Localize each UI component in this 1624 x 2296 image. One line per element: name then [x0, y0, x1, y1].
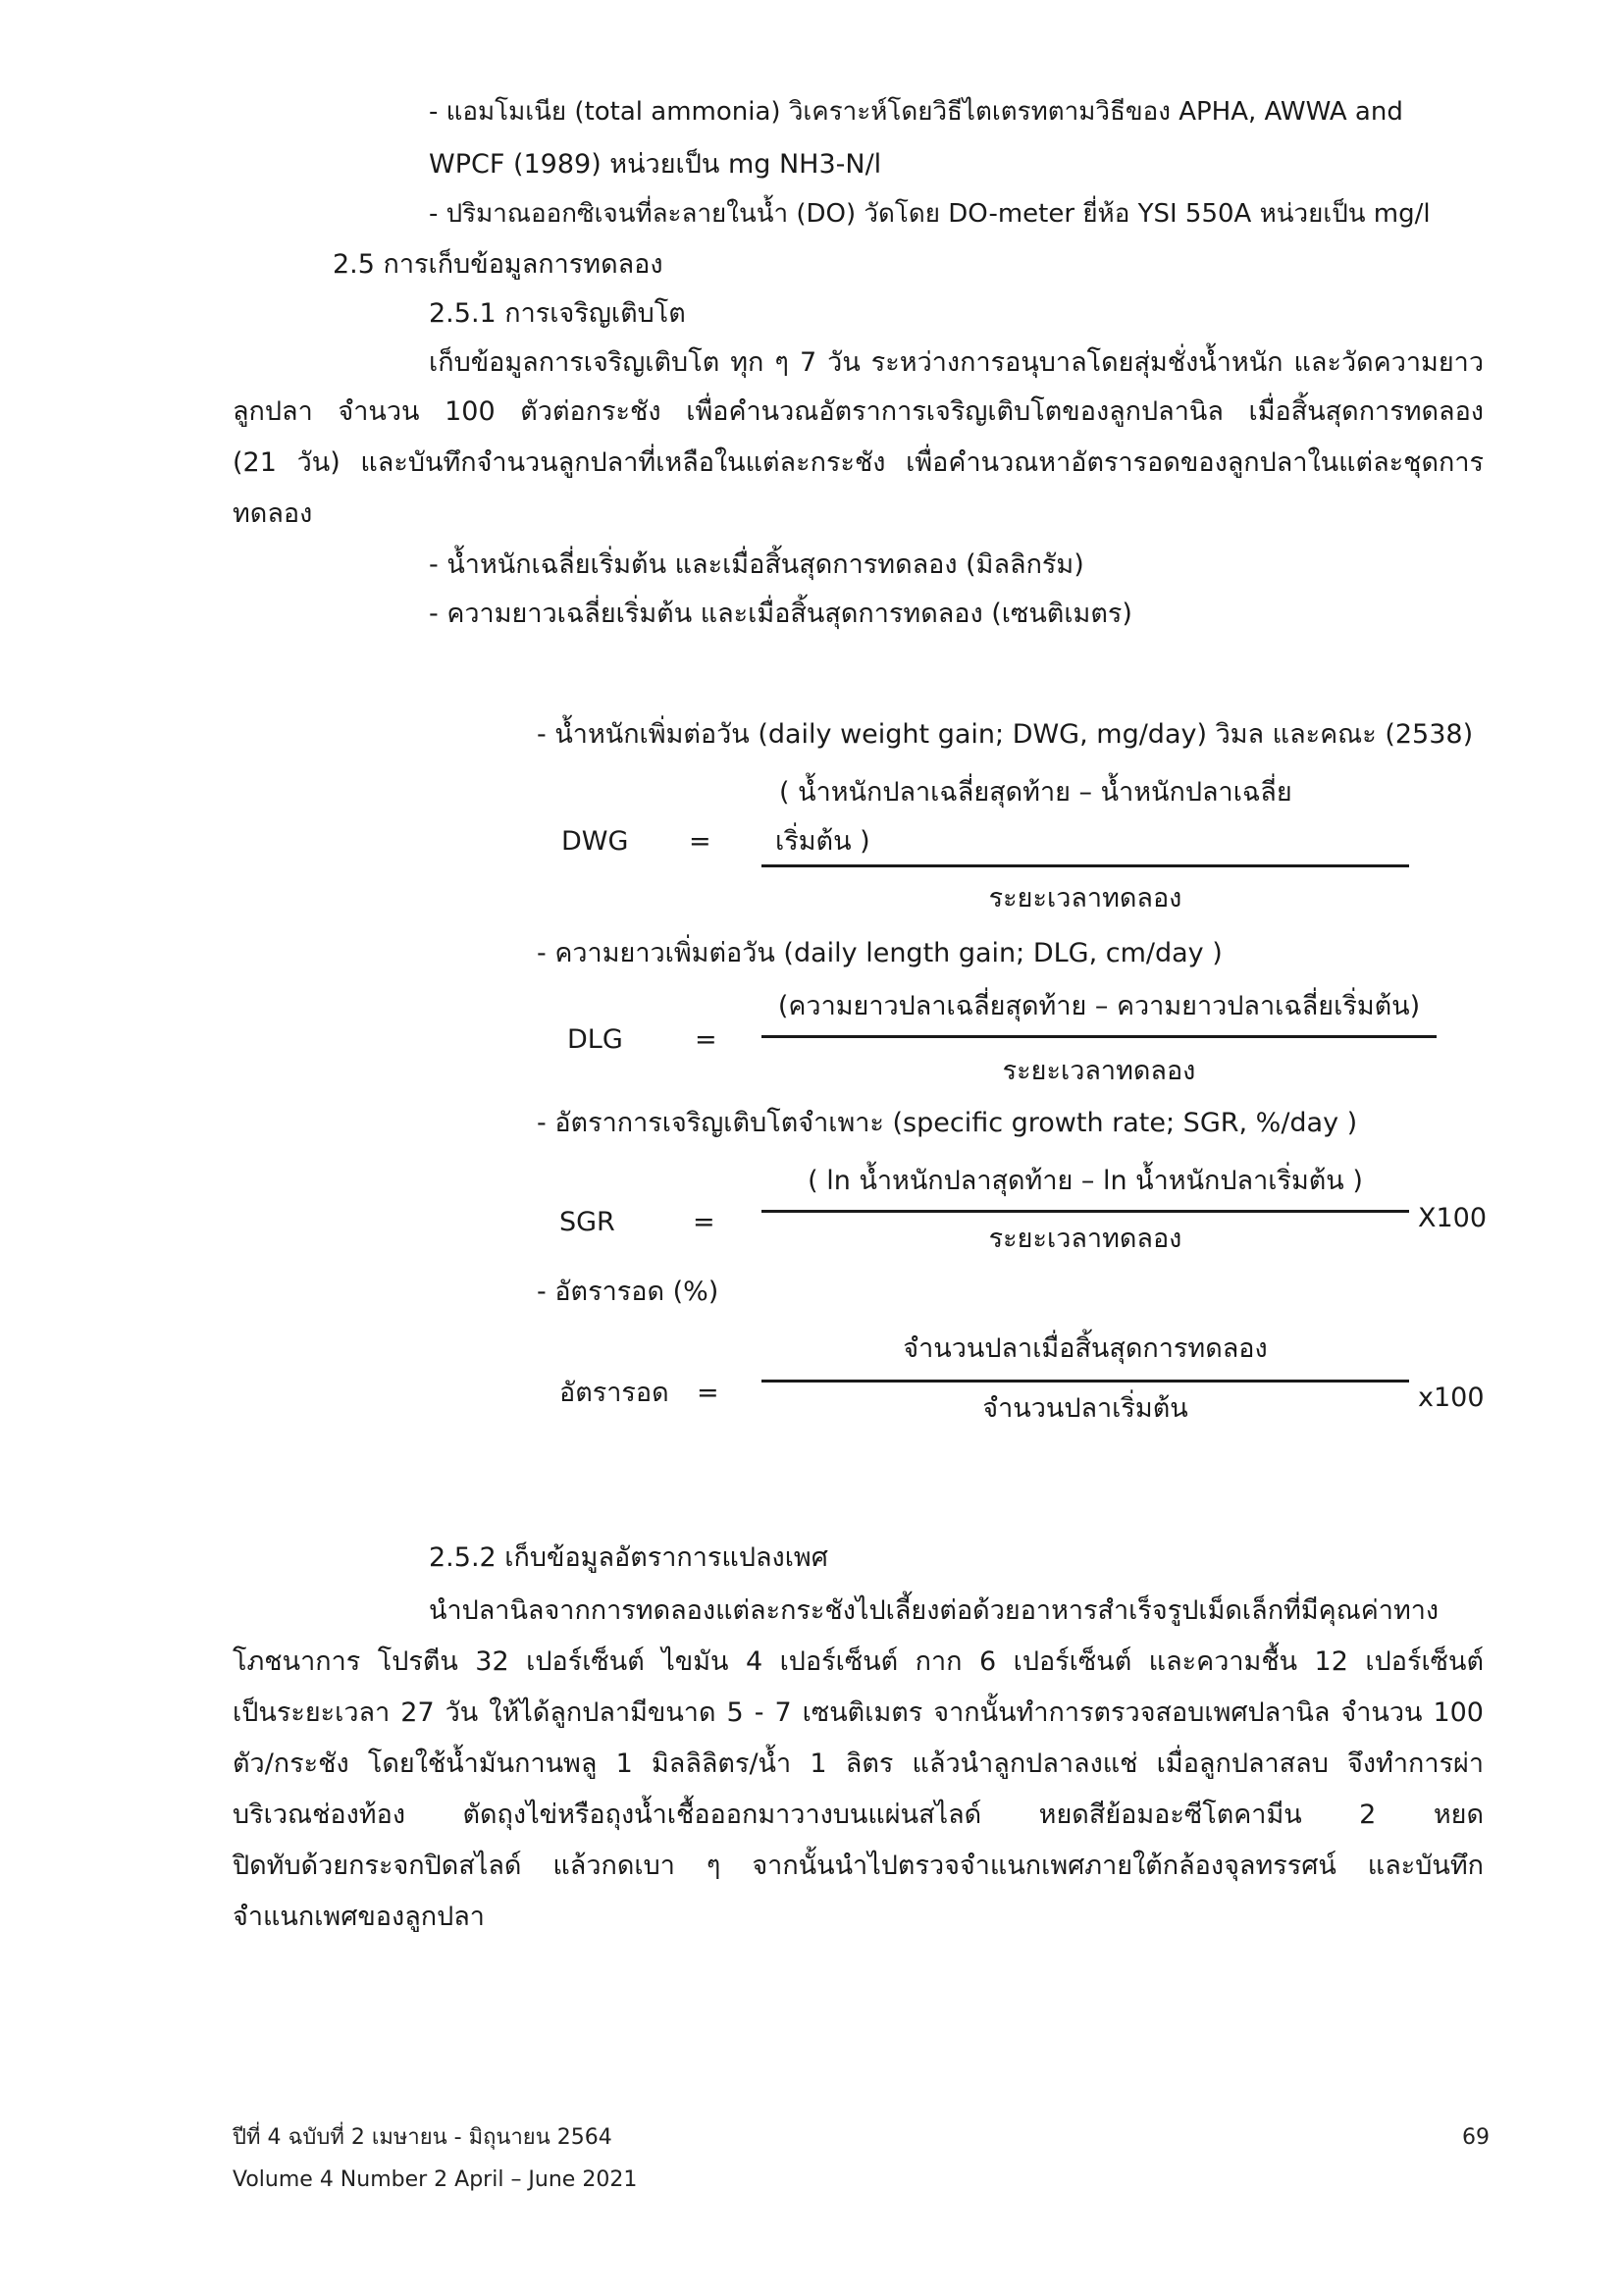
dwg-equals: =: [689, 826, 711, 857]
growth-paragraph-line: ทดลอง: [233, 498, 313, 529]
dlg-numerator: (ความยาวปลาเฉลี่ยสุดท้าย – ความยาวปลาเฉลี่ยเริ่มต้น): [777, 991, 1421, 1021]
sgr-numerator: ( ln น้ำหนักปลาสุดท้าย – ln น้ำหนักปลาเริ่มต้น ): [808, 1166, 1363, 1196]
do-line: - ปริมาณออกซิเจนที่ละลายในน้ำ (DO) วัดโดย DO-meter ยี่ห้อ YSI 550A หน่วยเป็น mg/l: [429, 199, 1431, 229]
survival-label: อัตรารอด: [559, 1378, 669, 1408]
survival-heading: - อัตรารอด (%): [537, 1277, 719, 1307]
page-number: 69: [1462, 2125, 1490, 2150]
growth-paragraph-line: เก็บข้อมูลการเจริญเติบโต ทุก ๆ 7 วัน ระหว่างการอนุบาลโดยสุ่มชั่งน้ำหนัก และวัดความยาว: [429, 347, 1484, 378]
survival-denominator: จำนวนปลาเริ่มต้น: [982, 1393, 1188, 1424]
growth-paragraph-line: (21 วัน) และบันทึกจำนวนลูกปลาที่เหลือในแต่ละกระชัง เพื่อคำนวณหาอัตรารอดของลูกปลาในแต่ละชุดการ: [233, 447, 1484, 478]
section-2-5-2-heading: 2.5.2 เก็บข้อมูลอัตราการแปลงเพศ: [429, 1542, 828, 1573]
footer-thai-issue: ปีที่ 4 ฉบับที่ 2 เมษายน - มิถุนายน 2564: [233, 2125, 612, 2150]
measure-length: - ความยาวเฉลี่ยเริ่มต้น และเมื่อสิ้นสุดการทดลอง (เซนติเมตร): [429, 599, 1132, 629]
dwg-label: DWG: [561, 826, 629, 857]
sex-reversal-paragraph-line: เป็นระยะเวลา 27 วัน ให้ได้ลูกปลามีขนาด 5 - 7 เซนติเมตร จากนั้นทำการตรวจสอบเพศปลานิล จำนวน 100: [233, 1697, 1484, 1728]
dwg-fraction-bar: [761, 864, 1409, 867]
dlg-label: DLG: [567, 1024, 623, 1055]
dlg-heading: - ความยาวเพิ่มต่อวัน (daily length gain; DLG, cm/day ): [537, 938, 1223, 968]
sgr-fraction-bar: [761, 1210, 1409, 1213]
growth-paragraph-line: ลูกปลา จำนวน 100 ตัวต่อกระชัง เพื่อคำนวณอัตราการเจริญเติบโตของลูกปลานิล เมื่อสิ้นสุดการทดลอง: [233, 396, 1484, 427]
measure-weight: - น้ำหนักเฉลี่ยเริ่มต้น และเมื่อสิ้นสุดการทดลอง (มิลลิกรัม): [429, 549, 1084, 580]
survival-fraction-bar: [761, 1380, 1409, 1383]
sgr-equals: =: [693, 1207, 715, 1237]
dlg-fraction-bar: [761, 1035, 1437, 1038]
dwg-heading: - น้ำหนักเพิ่มต่อวัน (daily weight gain; DWG, mg/day) วิมล และคณะ (2538): [537, 719, 1474, 750]
dwg-denominator: ระยะเวลาทดลอง: [988, 883, 1182, 913]
footer-english-issue: Volume 4 Number 2 April – June 2021: [233, 2167, 638, 2192]
survival-equals: =: [697, 1378, 719, 1408]
ammonia-line-2: WPCF (1989) หน่วยเป็น mg NH3-N/l: [429, 149, 882, 180]
dlg-denominator: ระยะเวลาทดลอง: [1002, 1056, 1196, 1086]
sex-reversal-paragraph-line: ตัว/กระชัง โดยใช้น้ำมันกานพลู 1 มิลลิลิตร/น้ำ 1 ลิตร แล้วนำลูกปลาลงแช่ เมื่อลูกปลาสลบ จึงทำการผ่า: [233, 1748, 1484, 1779]
sex-reversal-paragraph-line: บริเวณช่องท้อง ตัดถุงไข่หรือถุงน้ำเชื้อออกมาวางบนแผ่นสไลด์ หยดสีย้อมอะซีโตคามีน 2 หยด: [233, 1800, 1484, 1830]
dwg-numerator-line-1: ( น้ำหนักปลาเฉลี่ยสุดท้าย – น้ำหนักปลาเฉลี่ย: [779, 777, 1292, 808]
sgr-heading: - อัตราการเจริญเติบโตจำเพาะ (specific growth rate; SGR, %/day ): [537, 1108, 1358, 1138]
sgr-multiplier: X100: [1418, 1203, 1488, 1233]
dwg-numerator-line-2: เริ่มต้น ): [775, 826, 870, 857]
survival-numerator: จำนวนปลาเมื่อสิ้นสุดการทดลอง: [903, 1333, 1268, 1364]
section-2-5-heading: 2.5 การเก็บข้อมูลการทดลอง: [333, 249, 663, 280]
sex-reversal-paragraph-line: นำปลานิลจากการทดลองแต่ละกระชังไปเลี้ยงต่อด้วยอาหารสำเร็จรูปเม็ดเล็กที่มีคุณค่าทาง: [429, 1595, 1440, 1626]
sgr-denominator: ระยะเวลาทดลอง: [988, 1224, 1182, 1254]
sex-reversal-paragraph-line: จำแนกเพศของลูกปลา: [233, 1902, 485, 1932]
sgr-label: SGR: [559, 1207, 615, 1237]
dlg-equals: =: [695, 1024, 717, 1055]
sex-reversal-paragraph-line: โภชนาการ โปรตีน 32 เปอร์เซ็นต์ ไขมัน 4 เปอร์เซ็นต์ กาก 6 เปอร์เซ็นต์ และความชื้น 12 เปอร์เซ็นต์: [233, 1646, 1484, 1677]
sex-reversal-paragraph-line: ปิดทับด้วยกระจกปิดสไลด์ แล้วกดเบา ๆ จากนั้นนำไปตรวจจำแนกเพศภายใต้กล้องจุลทรรศน์ และบันทึก: [233, 1851, 1484, 1881]
survival-multiplier: x100: [1418, 1383, 1485, 1413]
section-2-5-1-heading: 2.5.1 การเจริญเติบโต: [429, 298, 686, 329]
ammonia-line-1: - แอมโมเนีย (total ammonia) วิเคราะห์โดยวิธีไตเตรทตามวิธีของ APHA, AWWA and: [429, 97, 1403, 127]
